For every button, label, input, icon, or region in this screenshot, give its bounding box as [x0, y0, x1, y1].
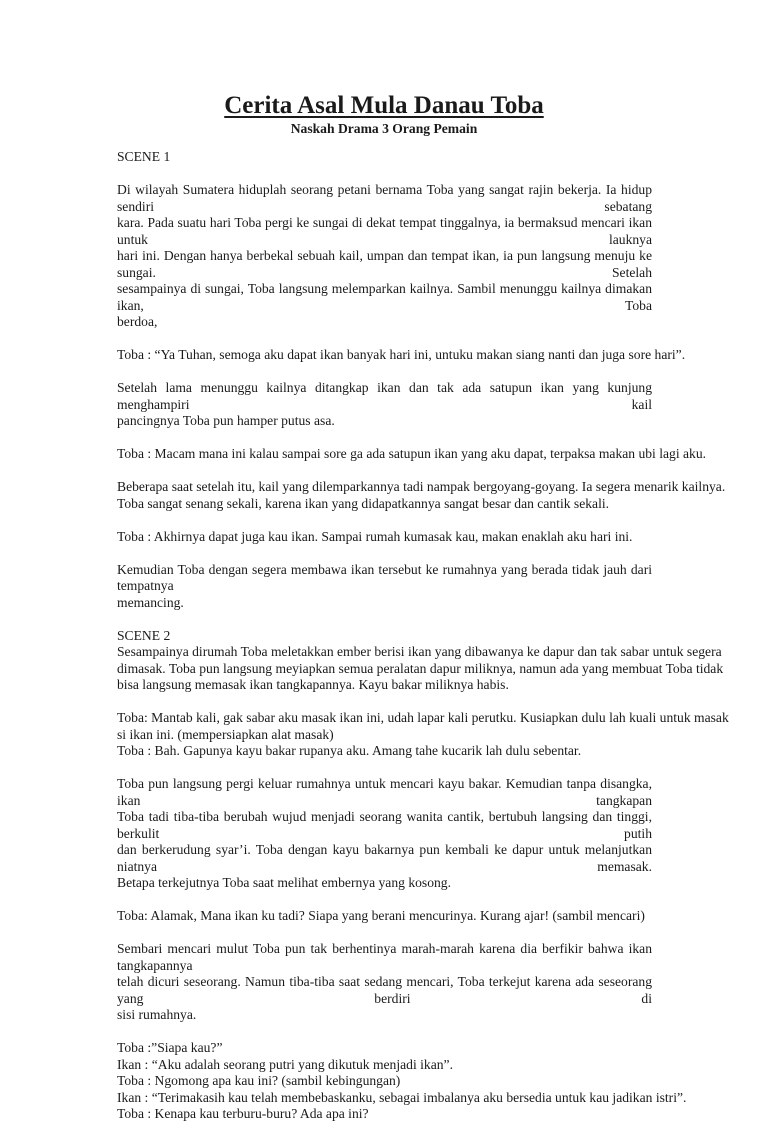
text-line: Toba : “Ya Tuhan, semoga aku dapat ikan banyak hari ini, untuku makan siang nanti dan juga sore hari”. — [117, 347, 686, 362]
paragraph — [117, 149, 652, 166]
document-body — [117, 149, 729, 1139]
text-line: Ikan : “Terimakasih kau telah membebaskanku, sebagai imbalanya aku bersedia untuk kau jadikan istri”. — [117, 1089, 687, 1105]
text-line: berdoa, — [117, 314, 158, 329]
text-line: Kemudian Toba dengan segera membawa ikan tersebut ke rumahnya yang berada tidak jauh dari tempatnya — [117, 561, 652, 593]
paragraph — [117, 1040, 687, 1123]
document-subtitle: Naskah Drama 3 Orang Pemain — [290, 121, 478, 136]
text-line: telah dicuri seseorang. Namun tiba-tiba saat sedang mencari, Toba terkejut karena ada seseorang yang berdiri di — [117, 974, 652, 1006]
text-line: Sembari mencari mulut Toba pun tak berhentinya marah-marah karena dia berfikir bahwa ikan tangkapannya — [117, 941, 652, 973]
paragraph — [117, 562, 652, 612]
text-line: Toba tadi tiba-tiba berubah wujud menjadi seorang wanita cantik, bertubuh langsing dan tinggi, berkulit putih — [117, 809, 652, 841]
text-line: sisi rumahnya. — [117, 1007, 197, 1022]
paragraph — [117, 446, 707, 463]
text-line: Toba : Bah. Gapunya kayu bakar rupanya aku. Amang tahe kucarik lah dulu sebentar. — [117, 743, 582, 758]
text-line: SCENE 2 — [117, 627, 171, 643]
text-line: dimasak. Toba pun langsung meyiapkan semua peralatan dapur miliknya, namun ada yang membuat Toba tidak — [117, 660, 724, 676]
paragraph — [117, 628, 652, 645]
text-line: Toba : Ngomong apa kau ini? (sambil kebingungan) — [117, 1073, 401, 1088]
text-line: memancing. — [117, 594, 184, 610]
paragraph — [117, 380, 652, 430]
text-line: Beberapa saat setelah itu, kail yang dilemparkannya tadi nampak bergoyang-goyang. Ia segera menarik kailnya. — [117, 479, 726, 494]
text-line: Toba pun langsung pergi keluar rumahnya untuk mencari kayu bakar. Kemudian tanpa disangka, ikan tangkapan — [117, 776, 652, 808]
text-line: Ikan : “Aku adalah seorang putri yang dikutuk menjadi ikan”. — [117, 1056, 453, 1072]
paragraph — [117, 347, 686, 364]
text-line: Setelah lama menunggu kailnya ditangkap ikan dan tak ada satupun ikan yang kunjung menghampiri kail — [117, 380, 652, 412]
text-line: dan berkerudung syar’i. Toba dengan kayu bakarnya pun kembali ke dapur untuk melanjutkan niatnya memasak. — [117, 842, 652, 874]
paragraph — [117, 529, 652, 546]
text-line: hari ini. Dengan hanya berbekal sebuah kail, umpan dan tempat ikan, ia pun langsung menuju ke sungai. Setelah — [117, 248, 652, 280]
text-line: Di wilayah Sumatera hiduplah seorang petani bernama Toba yang sangat rajin bekerja. Ia hidup sendiri sebatang — [117, 182, 652, 214]
text-line: sesampainya di sungai, Toba langsung melemparkan kailnya. Sambil menunggu kailnya dimakan ikan, Toba — [117, 281, 652, 313]
text-line: si ikan ini. (mempersiapkan alat masak) — [117, 726, 334, 742]
text-line: Toba: Alamak, Mana ikan ku tadi? Siapa yang berani mencurinya. Kurang ajar! (sambil mencari) — [117, 908, 645, 923]
paragraph — [117, 776, 652, 892]
text-line: Toba :”Siapa kau?” — [117, 1040, 223, 1055]
text-line: Toba sangat senang sekali, karena ikan yang didapatkannya sangat besar dan cantik sekali. — [117, 495, 610, 511]
text-line: Sesampainya dirumah Toba meletakkan ember berisi ikan yang dibawanya ke dapur dan tak sabar untuk segera — [117, 644, 722, 659]
paragraph — [117, 182, 652, 331]
text-line: bisa langsung memasak ikan tangkapannya. Kayu bakar miliknya habis. — [117, 677, 509, 692]
text-line: Betapa terkejutnya Toba saat melihat embernya yang kosong. — [117, 875, 452, 890]
text-line: Toba : Macam mana ini kalau sampai sore ga ada satupun ikan yang aku dapat, terpaksa makan ubi lagi aku. — [117, 446, 707, 461]
document-title-text: Cerita Asal Mula Danau Toba — [224, 92, 544, 119]
paragraph — [117, 908, 652, 925]
text-line: kara. Pada suatu hari Toba pergi ke sungai di dekat tempat tinggalnya, ia bermaksud mencari ikan untuk lauknya — [117, 215, 652, 247]
text-line: Toba: Mantab kali, gak sabar aku masak ikan ini, udah lapar kali perutku. Kusiapkan dulu lah kuali untuk masak — [117, 710, 729, 725]
paragraph — [117, 710, 729, 760]
paragraph — [117, 644, 724, 694]
text-line: Toba : Kenapa kau terburu-buru? Ada apa ini? — [117, 1106, 369, 1121]
text-line: SCENE 1 — [117, 149, 171, 164]
paragraph — [117, 479, 726, 512]
text-line: Toba : Akhirnya dapat juga kau ikan. Sampai rumah kumasak kau, makan enaklah aku hari ini. — [117, 528, 633, 544]
text-line: pancingnya Toba pun hamper putus asa. — [117, 413, 335, 428]
paragraph — [117, 941, 652, 1024]
document-title — [0, 92, 768, 120]
